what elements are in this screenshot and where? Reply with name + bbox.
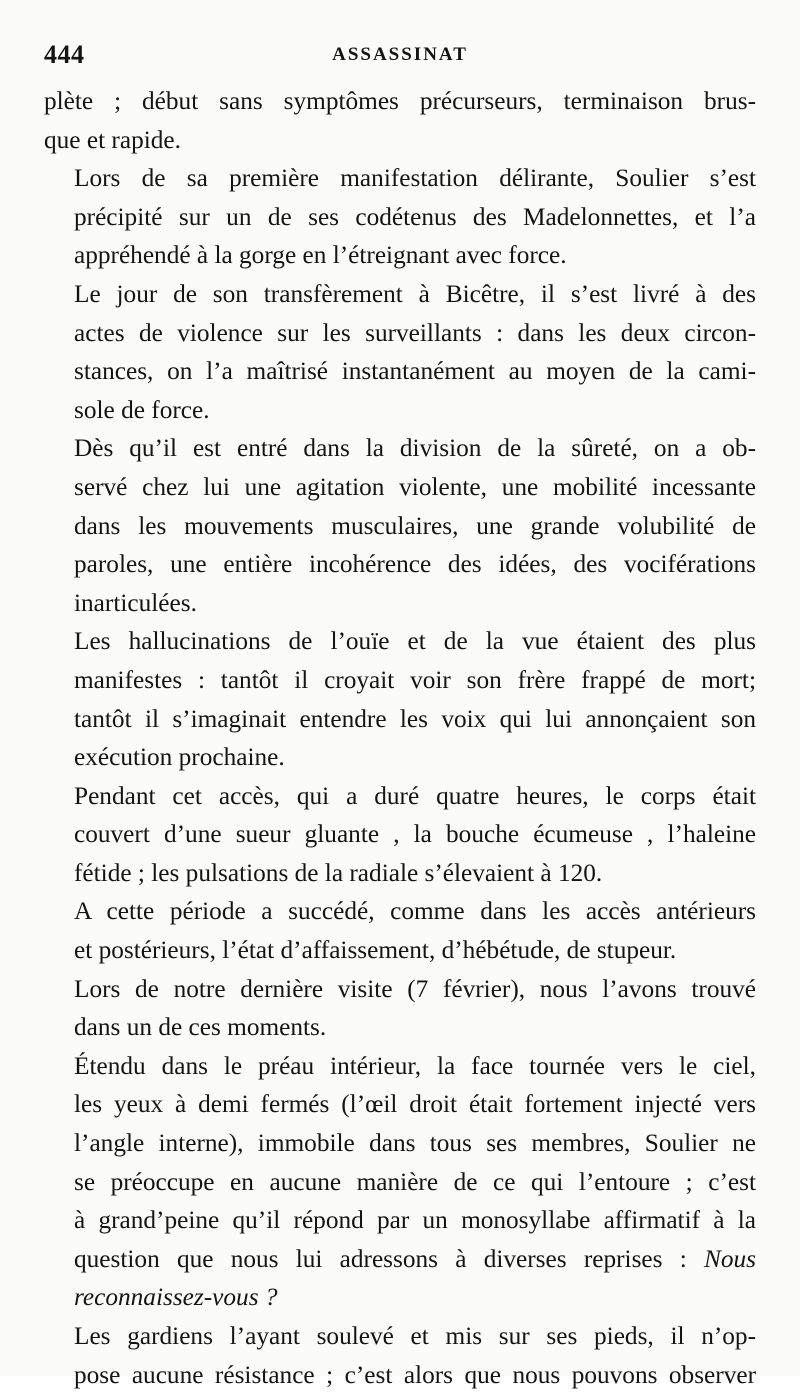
- paragraph: [44, 892, 756, 969]
- text-line: se préoccupe en aucune manière de ce qui l’entoure ; c’est: [74, 1167, 756, 1196]
- text-line: actes de violence sur les surveillants : dans les deux circon-: [74, 318, 756, 347]
- paragraph: [44, 1317, 756, 1394]
- paragraph: [44, 159, 756, 275]
- text-line: fétide ; les pulsations de la radiale s’élevaient à 120.: [74, 858, 603, 887]
- text-line: Les gardiens l’ayant soulevé et mis sur ses pieds, il n’op-: [74, 1322, 756, 1350]
- text-line: manifestes : tantôt il croyait voir son frère frappé de mort;: [74, 665, 756, 694]
- text-line: Pendant cet accès, qui a duré quatre heures, le corps était: [74, 781, 756, 810]
- text-line: à grand’peine qu’il répond par un monosyllabe affirmatif à la: [74, 1206, 756, 1235]
- text-line: exécution prochaine.: [74, 743, 285, 772]
- text-line: tantôt il s’imaginait entendre les voix qui lui annonçaient son: [74, 704, 756, 733]
- running-title: ASSASSINAT: [332, 44, 468, 65]
- text-line: servé chez lui une agitation violente, une mobilité incessante: [74, 472, 756, 501]
- text-line: dans les mouvements musculaires, une grande volubilité de: [74, 511, 756, 540]
- text-line: l’angle interne), immobile dans tous ses membres, Soulier ne: [74, 1129, 756, 1158]
- body-text: [44, 82, 756, 1394]
- text-line: appréhendé à la gorge en l’étreignant avec force.: [74, 241, 567, 270]
- paragraph: [44, 82, 756, 159]
- text-line-roman: question que nous lui adressons à diverses reprises :: [74, 1244, 704, 1273]
- text-line: A cette période a succédé, comme dans les accès antérieurs: [74, 897, 756, 926]
- text-line: stances, on l’a maîtrisé instantanément au moyen de la cami-: [74, 357, 756, 386]
- paragraph: [44, 622, 756, 776]
- text-line: Lors de notre dernière visite (7 février), nous l’avons trouvé: [74, 974, 756, 1003]
- text-line: Lors de sa première manifestation délirante, Soulier s’est: [74, 164, 756, 193]
- text-line: inarticulées.: [74, 588, 197, 617]
- text-line: les yeux à demi fermés (l’œil droit était fortement injecté vers: [74, 1090, 756, 1119]
- text-line: et postérieurs, l’état d’affaissement, d’hébétude, de stupeur.: [74, 936, 677, 965]
- text-line: sole de force.: [74, 395, 210, 424]
- paragraph: [44, 970, 756, 1047]
- text-line: Les hallucinations de l’ouïe et de la vue étaient des plus: [74, 627, 756, 656]
- text-line: Dès qu’il est entré dans la division de la sûreté, on a ob-: [74, 434, 756, 463]
- italic-quote-line: reconnaissez-vous ?: [74, 1283, 278, 1312]
- text-line: paroles, une entière incohérence des idées, des vociférations: [74, 550, 756, 579]
- page-number: 444: [44, 40, 85, 69]
- text-line: que et rapide.: [44, 125, 181, 154]
- text-line: Le jour de son transfèrement à Bicêtre, il s’est livré à des: [74, 279, 756, 308]
- paragraph: [44, 275, 756, 429]
- paragraph: [44, 1047, 756, 1317]
- text-line: pose aucune résistance ; c’est alors que nous pouvons observer: [74, 1360, 756, 1389]
- text-line: précipité sur un de ses codétenus des Madelonnettes, et l’a: [74, 202, 756, 231]
- text-line: [44, 1240, 756, 1279]
- text-line: dans un de ces moments.: [74, 1013, 327, 1042]
- running-head: [44, 38, 756, 72]
- text-line: couvert d’une sueur gluante , la bouche écumeuse , l’haleine: [74, 820, 756, 849]
- paragraph: [44, 429, 756, 622]
- italic-quote: Nous: [703, 1244, 756, 1273]
- paragraph: [44, 777, 756, 893]
- text-line: Étendu dans le préau intérieur, la face tournée vers le ciel,: [74, 1051, 756, 1080]
- text-line: plète ; début sans symptômes précurseurs, terminaison brus-: [44, 87, 756, 115]
